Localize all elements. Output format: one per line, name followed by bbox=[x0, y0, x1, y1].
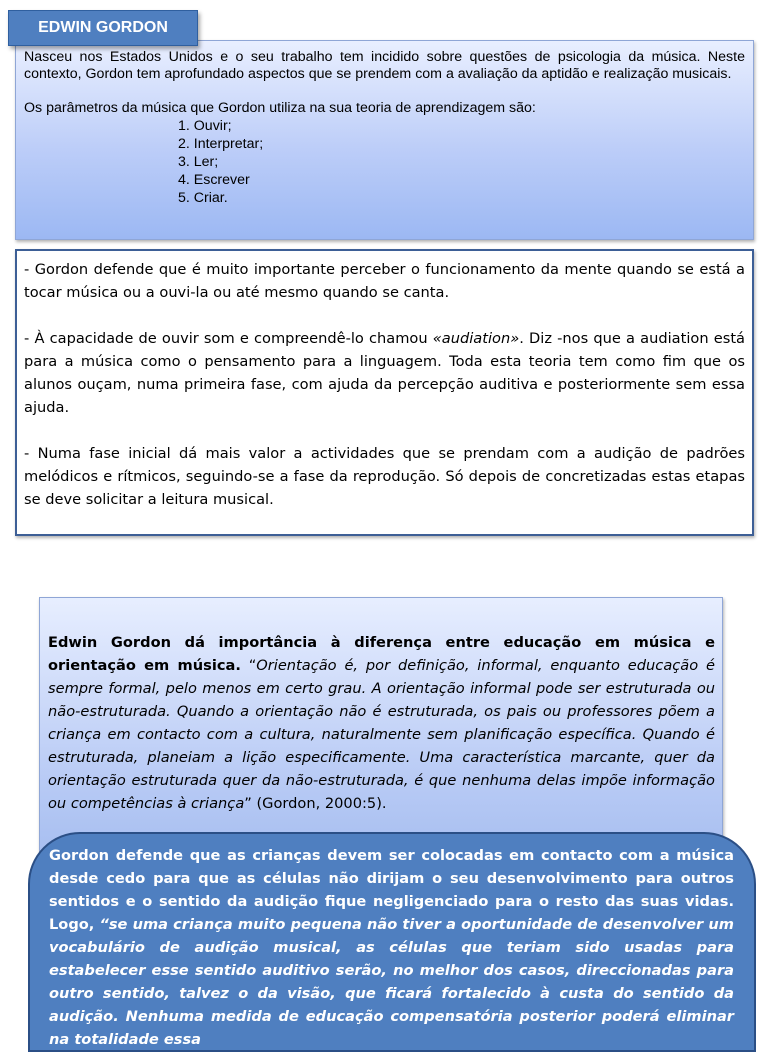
mind-paragraph-2 bbox=[24, 327, 745, 419]
quote-paragraph bbox=[48, 631, 715, 815]
list-item: 1. Ouvir; bbox=[178, 118, 232, 134]
quote-citation: ” (Gordon, 2000:5). bbox=[244, 795, 387, 812]
paragraph-gap bbox=[24, 83, 745, 100]
list-item: 5. Criar. bbox=[178, 190, 228, 206]
list-item: 3. Ler; bbox=[178, 154, 219, 170]
children-paragraph bbox=[49, 844, 734, 1051]
quote-open-mark: “ bbox=[240, 657, 257, 674]
mind-box bbox=[15, 249, 754, 536]
mind-paragraph-3: - Numa fase inicial dá mais valor a actividades que se prendam com a audição de padrões melódicos e rítmicos, seguindo-se a fase da reprodução. Só depois de concretizadas estas etapas se deve solicitar a leitura musical. bbox=[24, 445, 745, 508]
audiation-term: «audiation» bbox=[432, 330, 520, 347]
quote-body: Orientação é, por definição, informal, enquanto educação é sempre formal, pelo menos em certo grau. A orientação informal pode ser estruturada ou não-estruturada. Quando a orientação não é estruturada, os pais ou professores põem a criança em contacto com a cultura, naturalmente sem planificação específica. Quando é estruturada, planeiam a lição especificamente. Uma característica marcante, quer da orientação estruturada quer da não-estruturada, é que nenhuma delas impõe informação ou competências à criança bbox=[48, 657, 715, 812]
list-item: 4. Escrever bbox=[178, 172, 250, 188]
intro-paragraph: Nasceu nos Estados Unidos e o seu trabalho tem incidido sobre questões de psicologia da música. Neste contexto, Gordon tem aprofundado aspectos que se prendem com a avaliação da aptidão e realização musicais. bbox=[24, 49, 745, 82]
text-span: - À capacidade de ouvir som e compreendê-lo chamou bbox=[24, 330, 433, 347]
section-title-tab bbox=[8, 10, 198, 46]
quote-lead: Edwin Gordon dá importância à diferença entre educação em música e orientação em música. bbox=[48, 634, 715, 674]
text-span: . Diz -nos que a audiation está para a música como o pensamento para a linguagem. Toda esta teoria tem como fim que os alunos ouçam, numa primeira fase, com ajuda da percepção auditiva e posteriormente sem essa ajuda. bbox=[24, 330, 745, 416]
parameters-intro: Os parâmetros da música que Gordon utiliza na sua teoria de aprendizagem são: bbox=[24, 100, 536, 116]
children-quote: “se uma criança muito pequena não tiver a oportunidade de desenvolver um vocabulário de audição musical, as células que teriam sido usadas para estabelecer esse sentido auditivo serão, no melhor dos casos, direccionadas para outro sentido, talvez o da visão, que ficará fortalecido à custa do sentido da audição. Nenhuma medida de educação compensatória posterior poderá eliminar na totalidade essa bbox=[49, 916, 734, 1048]
intro-box bbox=[15, 40, 754, 240]
mind-paragraph-1: - Gordon defende que é muito importante perceber o funcionamento da mente quando se está a tocar música ou a ouvi-la ou até mesmo quando se canta. bbox=[24, 261, 745, 301]
list-item: 2. Interpretar; bbox=[178, 136, 264, 152]
section-title: EDWIN GORDON bbox=[38, 19, 168, 36]
children-text: Gordon defende que as crianças devem ser colocadas em contacto com a música desde cedo para que as células não dirijam o seu desenvolvimento para outros sentidos e o sentido da audição fique negligenciado para o resto das suas vidas. Logo, bbox=[49, 847, 734, 933]
children-box bbox=[28, 832, 756, 1052]
parameters-list bbox=[24, 117, 745, 207]
